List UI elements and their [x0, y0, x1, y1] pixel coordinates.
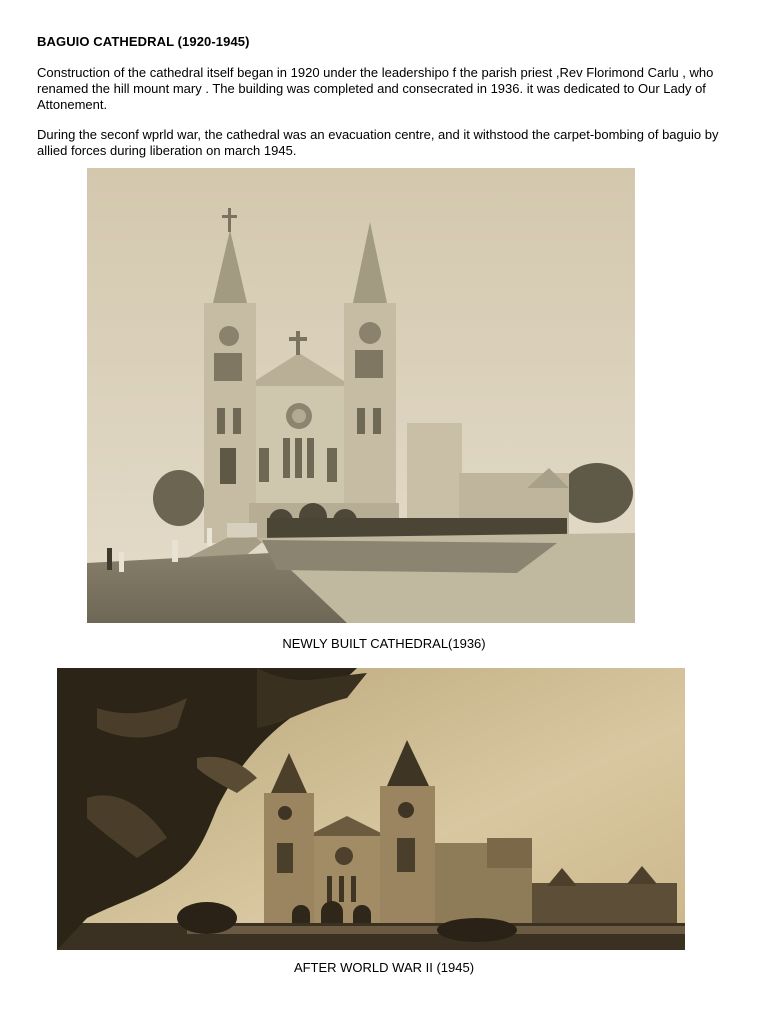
caption-after-world-war-ii: AFTER WORLD WAR II (1945) — [293, 960, 475, 975]
photo-after-world-war-ii — [57, 668, 685, 950]
paragraph-construction: Construction of the cathedral itself began in 1920 under the leadershipo f the parish priest ,Rev Florimond Carlu , who renamed the hill mount mary . The building was completed and consecrated in 1936. it was dedicated to Our Lady of Attonement. — [37, 65, 714, 112]
paragraph-world-war: During the seconf wprld war, the cathedral was an evacuation centre, and it withstood the carpet-bombing of baguio by allied forces during liberation on march 1945. — [37, 127, 719, 158]
caption-newly-built-cathedral: NEWLY BUILT CATHEDRAL(1936) — [282, 636, 486, 651]
document-title: BAGUIO CATHEDRAL (1920-1945) — [37, 34, 250, 49]
photo-newly-built-cathedral — [87, 168, 635, 623]
